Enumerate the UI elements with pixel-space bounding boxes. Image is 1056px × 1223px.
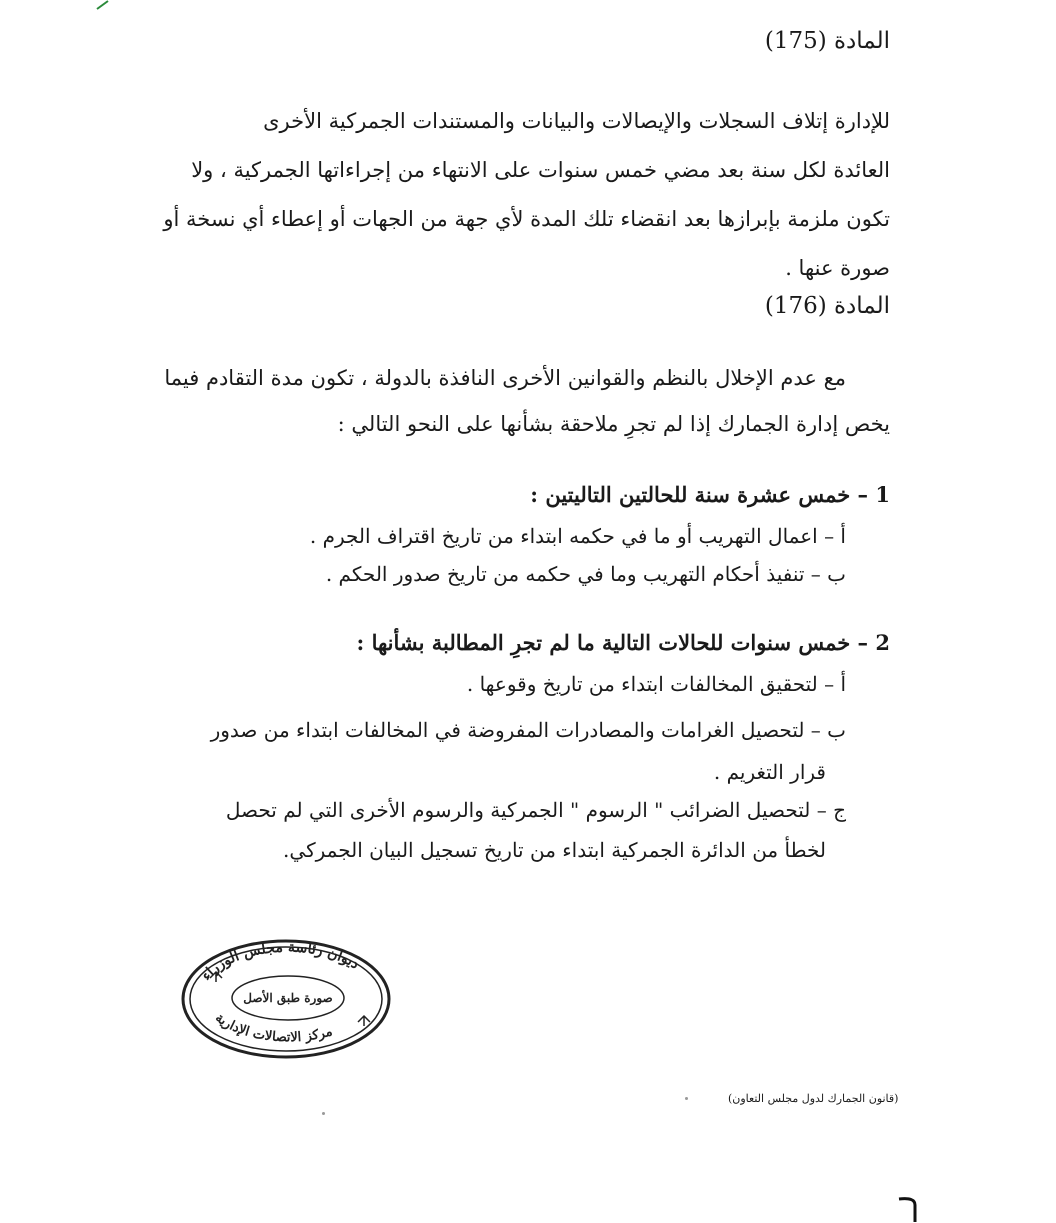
stamp-outer-text: ديوان رئاسة مجلس الوزراء: [198, 939, 362, 984]
section-1-item-b: ب – تنفيذ أحكام التهريب وما في حكمه من تاريخ صدور الحكم .: [325, 562, 846, 586]
section-2-heading: 2 – خمس سنوات للحالات التالية ما لم تجرِ المطالبة بشأنها :: [356, 630, 890, 655]
article-175-title: المادة (175): [764, 28, 890, 54]
article-175-line-3: تكون ملزمة بإبرازها بعد انقضاء تلك المدة لأي جهة من الجهات أو إعطاء أي نسخة أو: [163, 207, 890, 231]
stamp-lower-text: مركز الاتصالات الإدارية: [212, 1010, 335, 1046]
footer-note: (قانون الجمارك لدول مجلس التعاون): [728, 1092, 899, 1105]
section-2-item-b-cont: قرار التغريم .: [713, 760, 826, 784]
section-1-item-a: أ – اعمال التهريب أو ما في حكمه ابتداء من تاريخ اقتراف الجرم .: [309, 524, 846, 548]
article-175-line-2: العائدة لكل سنة بعد مضي خمس سنوات على الانتهاء من إجراءاتها الجمركية ، ولا: [191, 158, 890, 182]
svg-text:ديوان رئاسة مجلس الوزراء: [198, 940, 361, 984]
article-176-intro-line-1: مع عدم الإخلال بالنظم والقوانين الأخرى النافذة بالدولة ، تكون مدة التقادم فيما: [164, 366, 846, 390]
section-2-item-a: أ – لتحقيق المخالفات ابتداء من تاريخ وقوعها .: [466, 672, 846, 696]
svg-text:مركز الاتصالات الإدارية: [212, 1010, 334, 1045]
section-2-item-c: ج – لتحصيل الضرائب " الرسوم " الجمركية والرسوم الأخرى التي لم تحصل: [225, 798, 846, 822]
scan-speck: [322, 1112, 325, 1115]
article-176-title: المادة (176): [764, 293, 890, 319]
article-176-intro-line-2: يخص إدارة الجمارك إذا لم تجرِ ملاحقة بشأنها على النحو التالي :: [337, 412, 890, 436]
stamp-middle-text: صورة طبق الأصل: [243, 991, 333, 1005]
section-2-item-b: ب – لتحصيل الغرامات والمصادرات المفروضة في المخالفات ابتداء من صدور: [210, 718, 846, 742]
article-175-line-4: صورة عنها .: [785, 256, 890, 280]
official-stamp: [180, 938, 392, 1060]
corner-mark-icon: [96, 0, 110, 10]
section-2-item-c-cont: لخطأ من الدائرة الجمركية ابتداء من تاريخ تسجيل البيان الجمركي.: [283, 838, 826, 862]
scan-speck: [685, 1097, 688, 1100]
article-175-line-1: للإدارة إتلاف السجلات والإيصالات والبيانات والمستندات الجمركية الأخرى: [263, 109, 890, 133]
page-corner-bracket-icon: [895, 1195, 919, 1223]
section-1-heading: 1 – خمس عشرة سنة للحالتين التاليتين :: [530, 482, 890, 507]
